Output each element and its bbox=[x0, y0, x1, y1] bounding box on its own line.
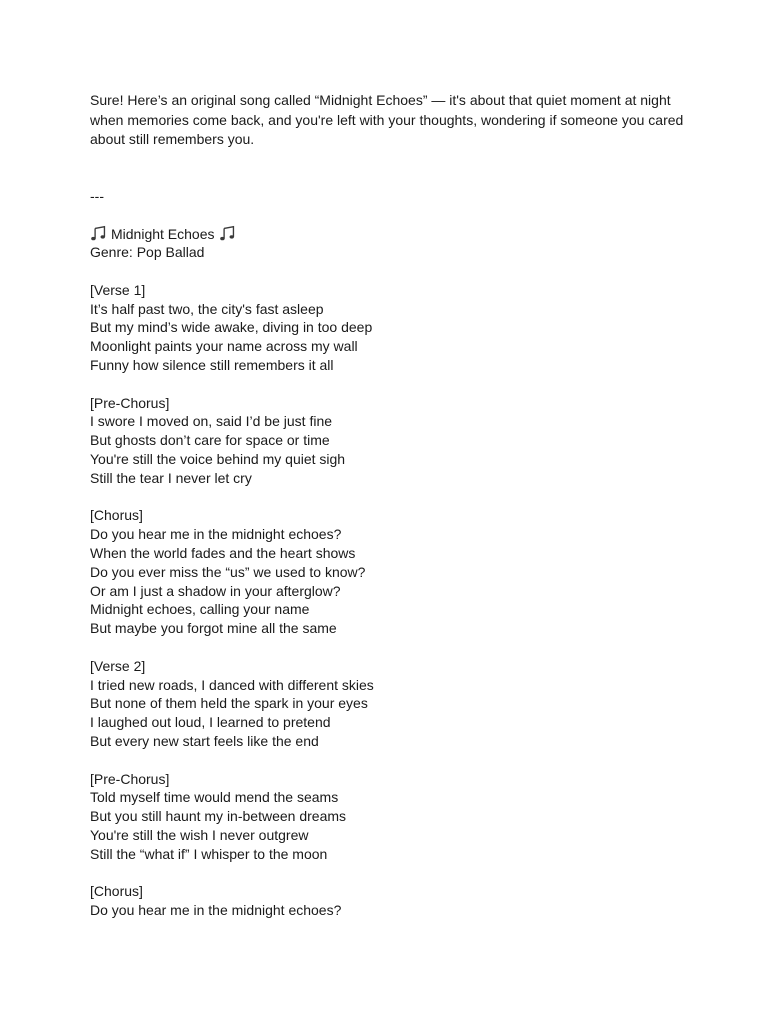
lyric-line: Do you hear me in the midnight echoes? bbox=[90, 526, 342, 543]
lyric-line: But none of them held the spark in your eyes bbox=[90, 695, 368, 712]
lyric-line: You're still the voice behind my quiet sigh bbox=[90, 451, 346, 468]
lyrics-section bbox=[90, 506, 690, 638]
lyric-line: Moonlight paints your name across my wall bbox=[90, 338, 358, 355]
song-header bbox=[90, 225, 690, 263]
lyric-line: Or am I just a shadow in your afterglow? bbox=[90, 582, 341, 599]
lyric-line: Funny how silence still remembers it all bbox=[90, 357, 334, 374]
lyric-line: But every new start feels like the end bbox=[90, 733, 319, 750]
section-label: [Verse 2] bbox=[90, 657, 146, 674]
lyric-line: But maybe you forgot mine all the same bbox=[90, 620, 337, 637]
section-label: [Pre-Chorus] bbox=[90, 394, 170, 411]
document-body bbox=[90, 91, 690, 920]
section-label: [Chorus] bbox=[90, 507, 143, 524]
lyrics-section bbox=[90, 394, 690, 488]
lyrics-section bbox=[90, 281, 690, 375]
lyric-line: When the world fades and the heart shows bbox=[90, 545, 356, 562]
separator-line: --- bbox=[90, 187, 104, 204]
music-note-icon bbox=[219, 225, 236, 242]
lyrics-section bbox=[90, 770, 690, 864]
lyric-line: Still the “what if” I whisper to the moon bbox=[90, 845, 328, 862]
lyric-line: Told myself time would mend the seams bbox=[90, 789, 339, 806]
song-title: Midnight Echoes bbox=[111, 225, 215, 242]
lyric-line: It’s half past two, the city's fast asleep bbox=[90, 300, 324, 317]
section-label: [Verse 1] bbox=[90, 281, 146, 298]
section-label: [Pre-Chorus] bbox=[90, 770, 170, 787]
lyric-line: But ghosts don’t care for space or time bbox=[90, 432, 330, 449]
lyric-line: I tried new roads, I danced with different skies bbox=[90, 676, 374, 693]
lyric-line: You're still the wish I never outgrew bbox=[90, 827, 309, 843]
lyric-line: Do you hear me in the midnight echoes? bbox=[90, 902, 342, 919]
lyrics-section bbox=[90, 882, 690, 920]
lyrics-sections bbox=[90, 281, 690, 920]
lyric-line: Still the tear I never let cry bbox=[90, 469, 252, 486]
music-note-icon bbox=[90, 225, 107, 242]
lyric-line: I swore I moved on, said I’d be just fine bbox=[90, 413, 333, 430]
lyric-line: But my mind’s wide awake, diving in too deep bbox=[90, 319, 373, 336]
intro-paragraph: Sure! Here’s an original song called “Midnight Echoes” — it's about that quiet moment at night when memories come back, and you're left with your thoughts, wondering if someone you cared about still remembers you. bbox=[90, 92, 684, 147]
lyric-line: Do you ever miss the “us” we used to know? bbox=[90, 563, 366, 580]
lyric-line: I laughed out loud, I learned to pretend bbox=[90, 714, 331, 731]
lyric-line: But you still haunt my in-between dreams bbox=[90, 808, 347, 825]
song-title-line bbox=[90, 225, 690, 244]
section-label: [Chorus] bbox=[90, 883, 143, 900]
lyrics-section bbox=[90, 657, 690, 751]
lyric-line: Midnight echoes, calling your name bbox=[90, 601, 310, 618]
song-genre: Genre: Pop Ballad bbox=[90, 244, 205, 261]
